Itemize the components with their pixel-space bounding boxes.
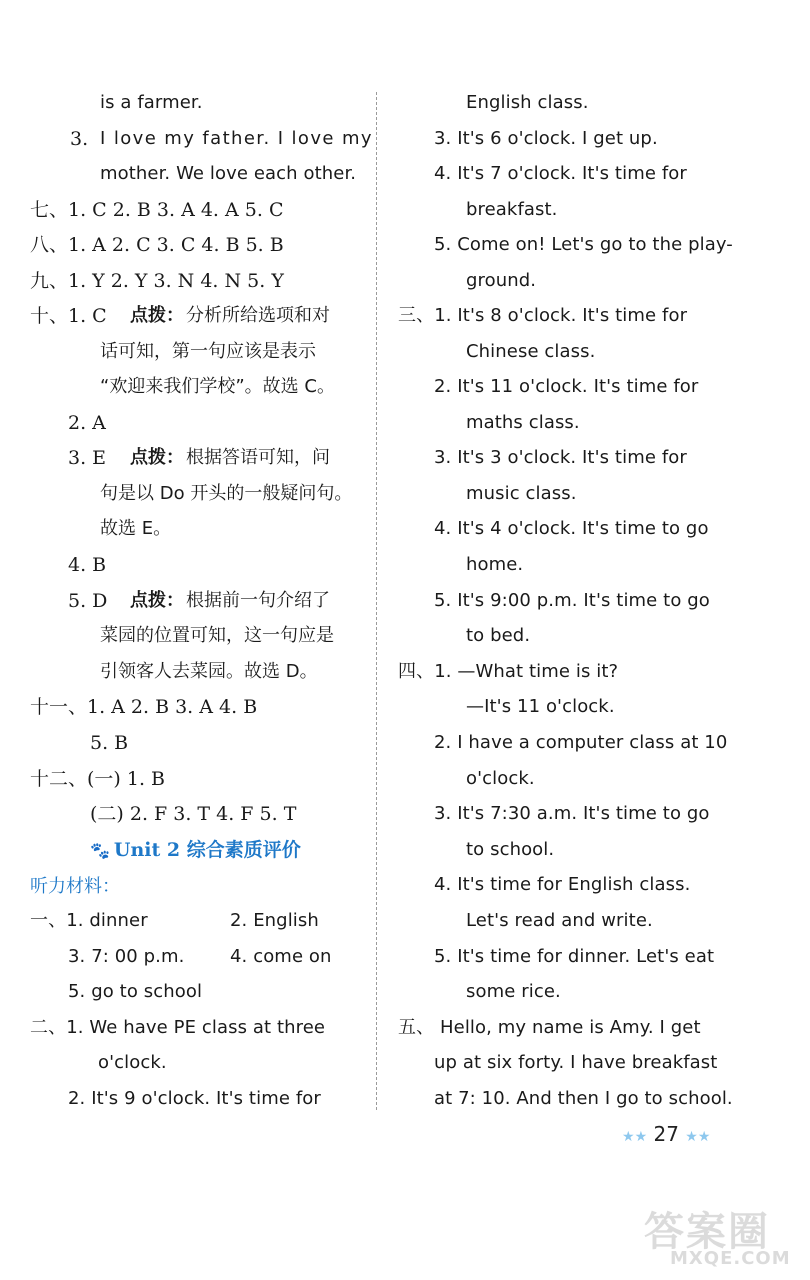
- material-label: 听力材料：: [30, 876, 120, 897]
- tip-text: 话可知，第一句应该是表示: [100, 341, 316, 362]
- unit-heading: [90, 837, 301, 864]
- listening-item: home.: [466, 554, 524, 575]
- answer-row-7: 七、1. C 2. B 3. A 4. A 5. C: [30, 199, 284, 221]
- tip-label: 点拨：: [130, 305, 184, 326]
- listening-item: 四、1. —What time is it?: [398, 661, 619, 682]
- tip-text: 根据前一句介绍了: [186, 590, 330, 611]
- listening-item: 4. It's 4 o'clock. It's time to go: [434, 518, 709, 539]
- star-icon: ★: [622, 1129, 635, 1145]
- listening-passage: up at six forty. I have breakfast: [434, 1052, 718, 1073]
- listening-item: 5. go to school: [68, 981, 203, 1002]
- listening-passage: 五、 Hello, my name is Amy. I get: [398, 1017, 701, 1038]
- listening-item: 二、1. We have PE class at three: [30, 1017, 326, 1038]
- listening-item: maths class.: [466, 412, 580, 433]
- tip-text: 故选 E。: [100, 518, 172, 539]
- watermark-title: 答案圈: [644, 1209, 770, 1255]
- star-icon: ★: [634, 1129, 648, 1145]
- answer-line: mother. We love each other.: [100, 163, 357, 184]
- answer-row-10: 十、1. C: [30, 305, 107, 327]
- listening-item: 2. It's 9 o'clock. It's time for: [68, 1088, 321, 1109]
- listening-item: 5. It's time for dinner. Let's eat: [434, 946, 715, 967]
- answer-line: I love my father. I love my: [100, 128, 373, 149]
- listening-item: to school.: [466, 839, 555, 860]
- listening-item: Let's read and write.: [466, 910, 653, 931]
- answer-item: 5. B: [90, 732, 129, 754]
- listening-item: 三、1. It's 8 o'clock. It's time for: [398, 305, 688, 326]
- answer-row-12b: (二) 2. F 3. T 4. F 5. T: [90, 803, 297, 825]
- tip-label: 点拨：: [130, 590, 184, 611]
- answer-row-9: 九、1. Y 2. Y 3. N 4. N 5. Y: [30, 270, 284, 292]
- tip-text: 句是以 Do 开头的一般疑问句。: [100, 483, 353, 504]
- listening-item: some rice.: [466, 981, 561, 1002]
- page-number: [622, 1122, 710, 1146]
- star-icon: ★: [697, 1129, 711, 1145]
- listening-item: 4. It's 7 o'clock. It's time for: [434, 163, 687, 184]
- listening-item: o'clock.: [466, 768, 535, 789]
- listening-item: 5. It's 9:00 p.m. It's time to go: [434, 590, 710, 611]
- listening-item: to bed.: [466, 625, 531, 646]
- answer-item: 5. D: [68, 590, 108, 612]
- tip-text: “欢迎来我们学校”。故选 C。: [100, 376, 335, 397]
- listening-passage: at 7: 10. And then I go to school.: [434, 1088, 733, 1109]
- tip-text: 引领客人去菜园。故选 D。: [100, 661, 318, 682]
- listening-item: 5. Come on! Let's go to the play-: [434, 234, 733, 255]
- tip-text: 根据答语可知，问: [186, 447, 330, 468]
- watermark-logo: [640, 1200, 800, 1274]
- listening-item: English class.: [466, 92, 589, 113]
- page-number-text: 27: [653, 1122, 679, 1146]
- answer-row-11: 十一、1. A 2. B 3. A 4. B: [30, 696, 258, 718]
- listening-item: o'clock.: [98, 1052, 167, 1073]
- tip-text: 分析所给选项和对: [186, 305, 330, 326]
- listening-item: 3. It's 7:30 a.m. It's time to go: [434, 803, 710, 824]
- unit-heading-text: Unit 2 综合素质评价: [113, 839, 301, 861]
- answer-row-12: 十二、(一) 1. B: [30, 768, 165, 790]
- answer-item: 3. E: [68, 447, 107, 469]
- watermark-url: MXQE.COM: [670, 1248, 791, 1269]
- listening-item: music class.: [466, 483, 577, 504]
- answer-item: 2. A: [68, 412, 106, 434]
- tip-label: 点拨：: [130, 447, 184, 468]
- star-icon: ★: [685, 1129, 698, 1145]
- paw-icon: 🐾: [90, 841, 110, 860]
- listening-item: ground.: [466, 270, 537, 291]
- answer-line: is a farmer.: [100, 92, 203, 113]
- listening-item: 3. It's 6 o'clock. I get up.: [434, 128, 658, 149]
- listening-item: 3. It's 3 o'clock. It's time for: [434, 447, 687, 468]
- answer-row-8: 八、1. A 2. C 3. C 4. B 5. B: [30, 234, 284, 256]
- listening-item: 2. English: [230, 910, 319, 931]
- listening-item: Chinese class.: [466, 341, 596, 362]
- item-number: 3.: [70, 128, 89, 150]
- listening-item: —It's 11 o'clock.: [466, 696, 615, 717]
- answer-item: 4. B: [68, 554, 107, 576]
- listening-item: breakfast.: [466, 199, 558, 220]
- listening-item: 一、1. dinner: [30, 910, 148, 931]
- listening-item: 2. It's 11 o'clock. It's time for: [434, 376, 699, 397]
- listening-item: 4. It's time for English class.: [434, 874, 691, 895]
- listening-item: 3. 7: 00 p.m.: [68, 946, 185, 967]
- tip-text: 菜园的位置可知，这一句应是: [100, 625, 334, 646]
- listening-item: 2. I have a computer class at 10: [434, 732, 728, 753]
- column-divider: [376, 92, 377, 1110]
- listening-item: 4. come on: [230, 946, 332, 967]
